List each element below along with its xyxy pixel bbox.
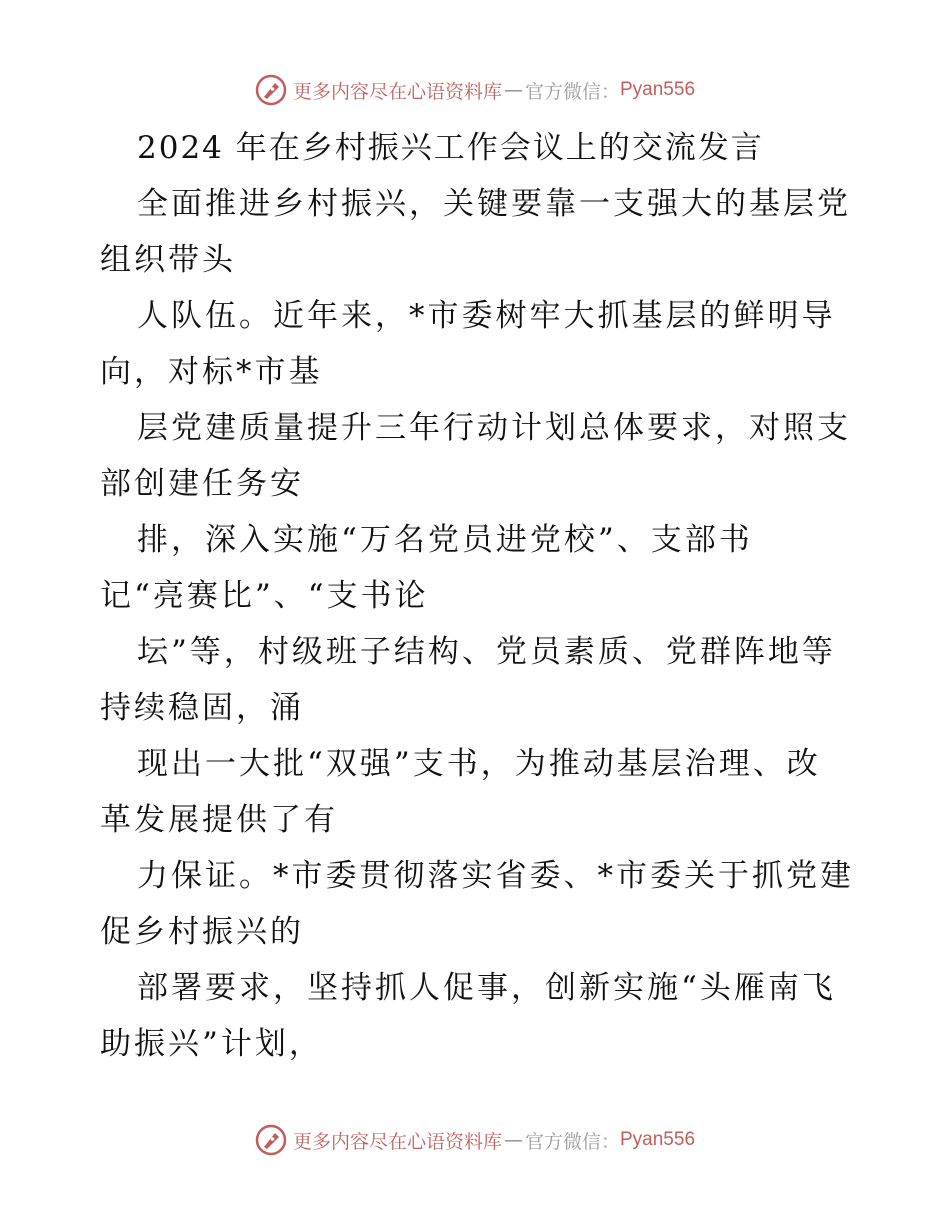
paragraph-line: 向，对标*市基 bbox=[100, 354, 323, 390]
paragraph bbox=[100, 512, 860, 624]
document-title: 2024 年在乡村振兴工作会议上的交流发言 bbox=[137, 130, 764, 166]
paragraph-line: 现出一大批“双强”支书，为推动基层治理、改 bbox=[137, 746, 821, 782]
watermark-header bbox=[0, 70, 950, 110]
watermark-text: 更多内容尽在心语资料库 bbox=[292, 80, 502, 103]
pen-nib-logo-icon bbox=[255, 74, 287, 106]
paragraph-line: 部创建任务安 bbox=[100, 466, 304, 502]
paragraph bbox=[100, 288, 860, 400]
paragraph-line: 记“亮赛比”、“支书论 bbox=[100, 578, 429, 614]
watermark-separator: — bbox=[503, 79, 523, 101]
paragraph bbox=[100, 176, 860, 288]
paragraph-line: 部署要求，坚持抓人促事，创新实施“头雁南飞 bbox=[137, 970, 836, 1006]
paragraph-line: 助振兴”计划， bbox=[100, 1026, 323, 1062]
watermark-separator: — bbox=[503, 1129, 523, 1151]
paragraph-line: 坛”等，村级班子结构、党员素质、党群阵地等 bbox=[137, 634, 836, 670]
paragraph-line: 革发展提供了有 bbox=[100, 802, 338, 838]
paragraph-line: 组织带头 bbox=[100, 242, 236, 278]
paragraph-line: 促乡村振兴的 bbox=[100, 914, 304, 950]
paragraph-line: 持续稳固，涌 bbox=[100, 690, 304, 726]
watermark-wechat-id: Pyan556 bbox=[620, 79, 696, 100]
watermark-text: 更多内容尽在心语资料库 bbox=[292, 1130, 502, 1153]
document-body bbox=[100, 120, 860, 1072]
watermark-wechat-id: Pyan556 bbox=[620, 1129, 696, 1150]
paragraph-line: 力保证。*市委贯彻落实省委、*市委关于抓党建 bbox=[137, 858, 854, 894]
paragraph-line: 人队伍。近年来，*市委树牢大抓基层的鲜明导 bbox=[137, 298, 836, 334]
paragraph-line: 全面推进乡村振兴，关键要靠一支强大的基层党 bbox=[137, 186, 851, 222]
watermark-wechat-label: 官方微信： bbox=[524, 80, 620, 103]
paragraph-line: 层党建质量提升三年行动计划总体要求，对照支 bbox=[137, 410, 851, 446]
paragraph bbox=[100, 400, 860, 512]
paragraph bbox=[100, 848, 860, 960]
watermark-wechat-label: 官方微信： bbox=[524, 1130, 620, 1153]
paragraph bbox=[100, 736, 860, 848]
paragraph bbox=[100, 624, 860, 736]
paragraph bbox=[100, 960, 860, 1072]
pen-nib-logo-icon bbox=[255, 1124, 287, 1156]
paragraph-line: 排，深入实施“万名党员进党校”、支部书 bbox=[137, 522, 753, 558]
watermark-footer bbox=[0, 1120, 950, 1160]
